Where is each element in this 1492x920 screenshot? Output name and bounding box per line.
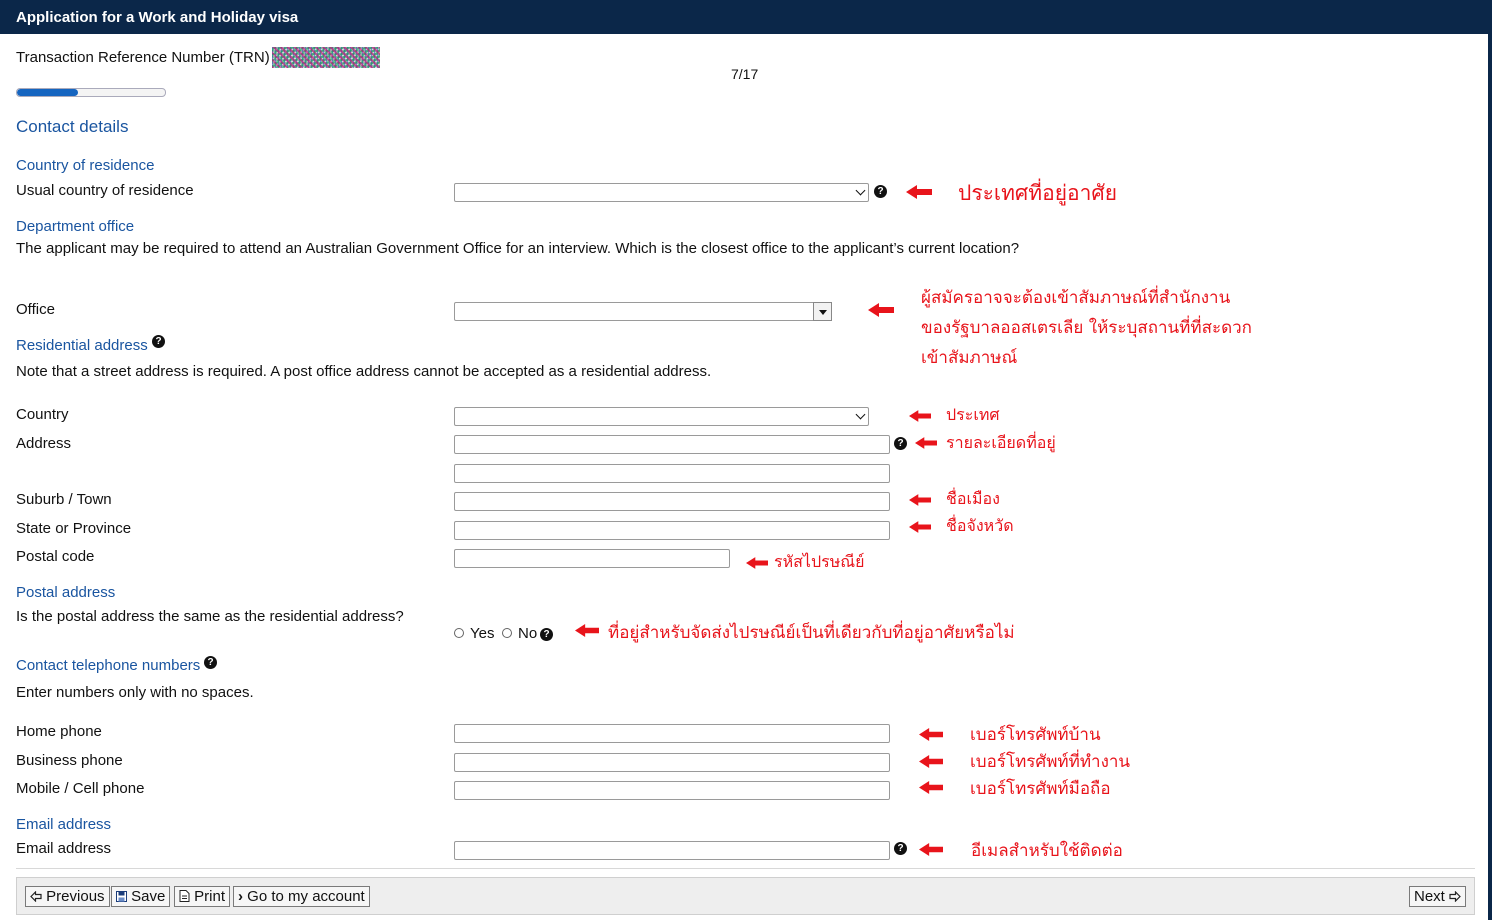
window-title: Application for a Work and Holiday visa <box>0 0 1488 34</box>
office-combobox[interactable] <box>454 302 832 321</box>
annotation-home-phone: เบอร์โทรศัพท์บ้าน <box>970 725 1101 745</box>
right-border <box>1488 0 1492 920</box>
red-arrow-icon <box>909 410 931 422</box>
radio-yes[interactable] <box>454 628 464 638</box>
radio-yes-label[interactable]: Yes <box>470 625 495 642</box>
page-title: Contact details <box>16 117 129 136</box>
annotation-department-office <box>921 283 1252 373</box>
section-postal-address: Postal address <box>16 584 116 601</box>
previous-label: Previous <box>46 888 105 905</box>
annotation-line: ผู้สมัครอาจจะต้องเข้าสัมภาษณ์ที่สำนักงาน <box>921 288 1231 308</box>
residential-address-note: Note that a street address is required. A post office address cannot be accepted as a residential address. <box>16 363 712 380</box>
red-arrow-icon <box>746 557 768 569</box>
print-button[interactable] <box>174 886 230 907</box>
suburb-label: Suburb / Town <box>16 491 112 508</box>
mobile-phone-label: Mobile / Cell phone <box>16 780 145 797</box>
print-label: Print <box>194 888 226 905</box>
floppy-disk-icon <box>116 891 127 902</box>
document-icon <box>179 890 190 902</box>
email-input[interactable] <box>454 841 890 860</box>
radio-no-label[interactable]: No <box>518 625 538 642</box>
email-label: Email address <box>16 840 112 857</box>
red-arrow-icon <box>919 755 943 768</box>
next-label: Next <box>1414 888 1445 905</box>
go-to-account-button[interactable] <box>233 886 370 907</box>
postal-code-input[interactable] <box>454 549 730 568</box>
chevron-down-icon <box>856 410 866 420</box>
annotation-business-phone: เบอร์โทรศัพท์ที่ทำงาน <box>970 752 1131 772</box>
help-icon[interactable]: ? <box>540 628 553 641</box>
office-label: Office <box>16 301 55 318</box>
annotation-line: เข้าสัมภาษณ์ <box>921 348 1018 368</box>
page-counter: 7/17 <box>731 66 759 82</box>
arrow-left-icon <box>30 891 42 902</box>
annotation-country: ประเทศ <box>946 405 1000 424</box>
save-button[interactable] <box>111 886 170 907</box>
divider <box>16 868 1475 869</box>
home-phone-label: Home phone <box>16 723 102 740</box>
save-label: Save <box>131 888 166 905</box>
annotation-country-of-residence: ประเทศที่อยู่อาศัย <box>958 181 1118 205</box>
red-arrow-icon <box>909 521 931 533</box>
annotation-postal-address: ที่อยู่สำหรับจัดส่งไปรษณีย์เป็นที่เดียวกับที่อยู่อาศัยหรือไม่ <box>608 623 1015 643</box>
address-line2-input[interactable] <box>454 464 890 483</box>
section-country-of-residence: Country of residence <box>16 157 155 174</box>
account-label: Go to my account <box>247 888 365 905</box>
postal-question: Is the postal address the same as the residential address? <box>16 608 404 625</box>
postal-code-label: Postal code <box>16 548 95 565</box>
annotation-address: รายละเอียดที่อยู่ <box>946 433 1056 452</box>
section-department-office: Department office <box>16 218 135 235</box>
dropdown-button-icon[interactable] <box>813 302 832 321</box>
address-line1-input[interactable] <box>454 435 890 454</box>
business-phone-label: Business phone <box>16 752 123 769</box>
chevron-right-icon: › <box>238 888 243 905</box>
home-phone-input[interactable] <box>454 724 890 743</box>
address-label: Address <box>16 435 72 452</box>
country-select[interactable] <box>454 407 869 426</box>
annotation-state: ชื่อจังหวัด <box>946 516 1014 535</box>
help-icon[interactable]: ? <box>874 185 887 198</box>
usual-country-select[interactable] <box>454 183 869 202</box>
section-residential-address: Residential address <box>16 337 148 354</box>
mobile-phone-input[interactable] <box>454 781 890 800</box>
country-label: Country <box>16 406 69 423</box>
help-icon[interactable]: ? <box>894 842 907 855</box>
annotation-postal-code: รหัสไปรษณีย์ <box>774 552 865 571</box>
department-office-description: The applicant may be required to attend an Australian Government Office for an interview. Which is the closest office to the applicant’s current location? <box>16 240 1020 257</box>
usual-country-label: Usual country of residence <box>16 182 194 199</box>
radio-no[interactable] <box>502 628 512 638</box>
red-arrow-icon <box>915 437 937 449</box>
annotation-mobile-phone: เบอร์โทรศัพท์มือถือ <box>970 779 1111 799</box>
red-arrow-icon <box>575 624 599 637</box>
red-arrow-icon <box>919 728 943 741</box>
help-icon[interactable]: ? <box>152 335 165 348</box>
state-input[interactable] <box>454 521 890 540</box>
chevron-down-icon <box>856 186 866 196</box>
red-arrow-icon <box>868 303 894 317</box>
previous-button[interactable] <box>25 886 110 907</box>
trn-value-redacted <box>272 47 380 68</box>
section-contact-phones: Contact telephone numbers <box>16 657 201 674</box>
arrow-right-icon <box>1449 891 1461 902</box>
red-arrow-icon <box>906 185 932 199</box>
trn-label: Transaction Reference Number (TRN) <box>16 49 270 66</box>
help-icon[interactable]: ? <box>894 437 907 450</box>
annotation-line: ของรัฐบาลออสเตรเลีย ให้ระบุสถานที่ที่สะดวก <box>921 318 1252 338</box>
suburb-input[interactable] <box>454 492 890 511</box>
red-arrow-icon <box>919 781 943 794</box>
progress-fill <box>17 89 78 96</box>
red-arrow-icon <box>919 843 943 856</box>
red-arrow-icon <box>909 494 931 506</box>
contact-phones-note: Enter numbers only with no spaces. <box>16 684 254 701</box>
annotation-email: อีเมลสำหรับใช้ติดต่อ <box>971 841 1123 861</box>
footer-button-bar <box>16 877 1475 915</box>
business-phone-input[interactable] <box>454 753 890 772</box>
section-email: Email address <box>16 816 112 833</box>
progress-bar <box>16 88 166 97</box>
annotation-suburb: ชื่อเมือง <box>946 489 1000 508</box>
help-icon[interactable]: ? <box>204 656 217 669</box>
state-label: State or Province <box>16 520 132 537</box>
next-button[interactable] <box>1409 886 1466 907</box>
